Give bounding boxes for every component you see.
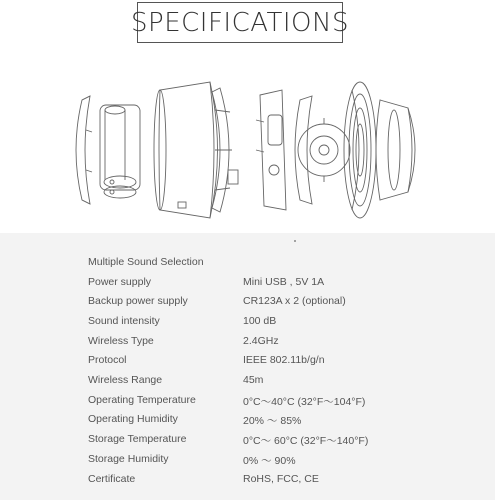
spec-row [0,473,495,493]
specifications-table [0,233,495,500]
spec-label: Wireless Range [88,374,163,386]
spec-value: IEEE 802.11b/g/n [243,354,325,366]
spec-value: 0% ～ 90% [243,455,296,467]
speaker-plate-part [295,96,350,204]
spec-row [0,256,495,276]
spec-row [0,315,495,335]
spec-row [0,295,495,315]
spec-value: 0°C～40°C (32°F～104°F) [243,396,366,408]
circuit-board-part [256,90,286,210]
front-cover-part [376,100,415,200]
spec-label: Storage Humidity [88,453,169,465]
spec-row [0,413,495,433]
spec-label: Sound intensity [88,315,160,327]
spec-row [0,276,495,296]
spec-label: Operating Temperature [88,394,196,406]
spec-value: 0°C～ 60°C (32°F～140°F) [243,435,369,447]
spec-value: 2.4GHz [243,335,279,347]
spec-label: Wireless Type [88,335,154,347]
spec-row [0,374,495,394]
spec-row [0,453,495,473]
front-grille-part [344,82,376,218]
spec-row [0,394,495,414]
product-diagram-section [0,0,495,233]
battery-holder-part [100,105,140,198]
spec-value: 100 dB [243,315,277,327]
spec-label: Certificate [88,473,136,485]
spec-label: Operating Humidity [88,413,178,425]
spec-label: Multiple Sound Selection [88,256,204,268]
back-cover-part [76,96,92,204]
spec-value: Mini USB , 5V 1A [243,276,325,288]
spec-row [0,335,495,355]
spec-label: Backup power supply [88,295,188,307]
spec-label: Protocol [88,354,127,366]
page-title: SPECIFICATIONS [137,2,343,43]
spec-value: CR123A x 2 (optional) [243,295,346,307]
main-housing-part [154,82,218,218]
spec-value: 45m [243,374,264,386]
decorative-dot [294,240,296,242]
spec-row [0,433,495,453]
spec-value: 20% ～ 85% [243,415,302,427]
spec-value: RoHS, FCC, CE [243,473,319,485]
spec-label: Power supply [88,276,152,288]
inner-frame-part [212,88,238,212]
spec-label: Storage Temperature [88,433,187,445]
spec-row [0,354,495,374]
exploded-view-illustration [60,70,440,230]
